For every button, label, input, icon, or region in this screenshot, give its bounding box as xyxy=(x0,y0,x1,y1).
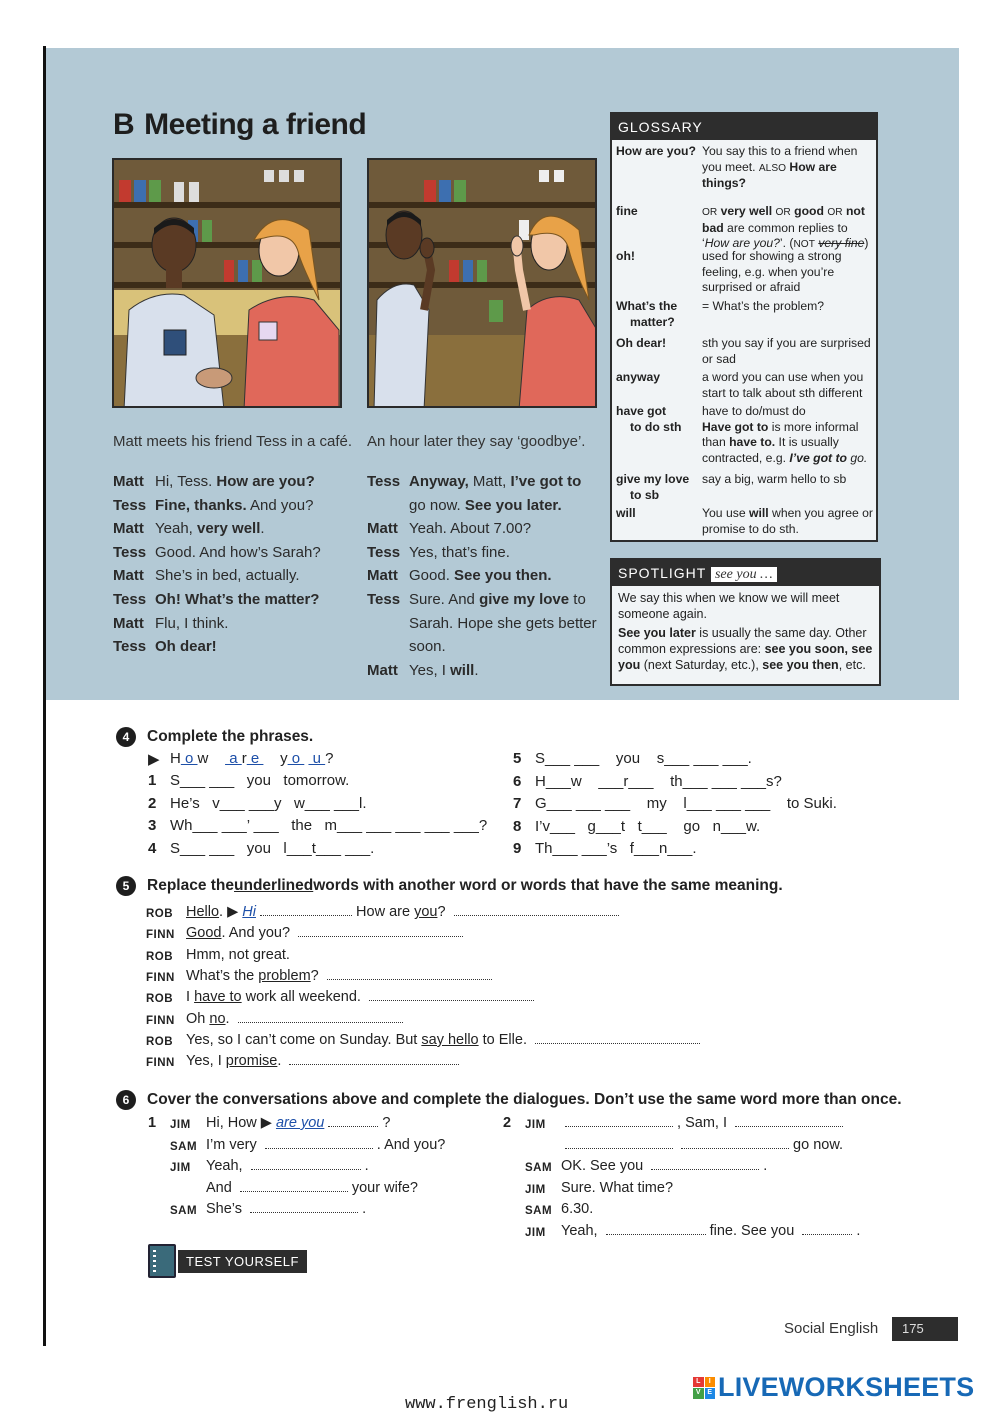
glossary-definition: OR very well OR good OR not bad are common replies to ‘How are you?’. (NOT very fine) xyxy=(702,204,869,250)
dialogue-gap-line[interactable]: JIM Yeah, fine. See you . xyxy=(525,1222,861,1239)
spotlight-body: We say this when we know we will meet someone again. See you later is usually the same day. Other common expressions are: see you soon, see you (next Saturday, etc.), see you then, etc. xyxy=(618,591,873,672)
phrase-item[interactable]: 8 I’v___ g___t t___ go n___w. xyxy=(513,817,761,835)
replace-dialogue-line[interactable]: ROB I have to work all weekend. xyxy=(146,984,534,1005)
liveworksheets-wordmark: LIVEWORKSHEETS xyxy=(718,1372,975,1402)
glossary-definition: sth you say if you are surprised or sad xyxy=(702,336,871,366)
glossary-entry xyxy=(616,336,874,367)
exercise-5-title: 5 Replace the underlined words with another word or words that have the same meaning. xyxy=(116,876,783,896)
caption-goodbye: An hour later they say ‘goodbye’. xyxy=(367,433,586,450)
dialogue-greeting xyxy=(113,470,353,659)
exercise-6-title: 6 Cover the conversations above and complete the dialogues. Don’t use the same word more than once. xyxy=(116,1090,902,1110)
glossary-definition: used for showing a strong feeling, e.g. when you’re surprised or afraid xyxy=(702,249,842,294)
site-url: www.frenglish.ru xyxy=(405,1395,569,1414)
dialogue-gap-line[interactable]: JIM Sure. What time? xyxy=(525,1179,674,1196)
dialogue-line: Matt She’s in bed, actually. xyxy=(113,567,300,585)
section-letter: B xyxy=(113,108,135,141)
exercise-4-example: ▶ H o w a r e y o u ? xyxy=(148,750,334,768)
dialogue-line: Matt Yes, I will. xyxy=(367,661,479,679)
replace-dialogue-line[interactable]: FINN Good. And you? xyxy=(146,920,463,941)
glossary-box xyxy=(610,112,878,542)
glossary-entry xyxy=(616,249,874,296)
glossary-term: anyway xyxy=(616,370,661,384)
glossary-term: have got to do sth xyxy=(616,404,682,434)
glossary-entry xyxy=(616,299,874,330)
replace-dialogue-line[interactable]: FINN Yes, I promise. xyxy=(146,1048,459,1069)
dialogue-line: Tess Fine, thanks. And you? xyxy=(113,496,314,514)
glossary-definition: say a big, warm hello to sb xyxy=(702,472,847,486)
replace-dialogue-line[interactable]: FINN What’s the problem? xyxy=(146,963,492,984)
replace-dialogue-line[interactable]: ROB Yes, so I can’t come on Sunday. But say hello to Elle. xyxy=(146,1027,700,1048)
glossary-term: give my love to sb xyxy=(616,472,690,502)
dialogue-line: Tess Anyway, Matt, I’ve got to go now. See you later. xyxy=(367,473,582,514)
glossary-definition: You say this to a friend when you meet. ALSO How are things? xyxy=(702,144,858,190)
glossary-term: will xyxy=(616,506,636,520)
replace-dialogue-line[interactable]: FINN Oh no. xyxy=(146,1006,403,1027)
dialogue-gap-line[interactable]: SAM 6.30. xyxy=(525,1201,594,1217)
glossary-definition: a word you can use when you start to talk about sth different xyxy=(702,370,864,400)
glossary-definition: = What’s the problem? xyxy=(702,299,825,313)
dialogue-gap-line[interactable]: SAM I’m very . And you? xyxy=(170,1136,446,1153)
phrase-item[interactable]: 5 S___ ___ you s___ ___ ___. xyxy=(513,750,752,767)
phrase-item[interactable]: 4 S___ ___ you l___t___ ___. xyxy=(148,839,375,857)
replace-dialogue-line[interactable]: ROB Hello. ▶ Hi How are you? xyxy=(146,899,619,920)
glossary-entry xyxy=(616,144,874,192)
dialogue-gap-line[interactable]: 2 JIM , Sam, I xyxy=(503,1110,843,1131)
glossary-term: Oh dear! xyxy=(616,336,667,350)
glossary-definition: have to do/must do Have got to is more informal than have to. It is usually contracted, e.g. I’ve got to go. xyxy=(702,404,868,465)
page-number: 175 xyxy=(892,1317,958,1341)
glossary-term: What’s the matter? xyxy=(616,299,678,329)
dialogue-line: Tess Oh! What’s the matter? xyxy=(113,590,320,608)
section-heading: Meeting a friend xyxy=(144,108,367,141)
test-yourself-button[interactable] xyxy=(148,1244,307,1278)
caption-greeting: Matt meets his friend Tess in a café. xyxy=(113,433,352,450)
phrase-item[interactable]: 6 H___w ___r___ th___ ___ ___s? xyxy=(513,772,782,790)
dialogue-gap-line[interactable]: 1 JIM Hi, How ▶ are you ? xyxy=(148,1115,391,1131)
dialogue-line: Matt Good. See you then. xyxy=(367,567,552,585)
exercise-6-number: 6 xyxy=(116,1090,136,1110)
dialogue-line: Matt Yeah. About 7.00? xyxy=(367,520,532,538)
glossary-entry xyxy=(616,404,874,466)
footer-section-name: Social English xyxy=(784,1320,879,1337)
exercise-4-title: 4 Complete the phrases. xyxy=(116,727,313,747)
glossary-term: fine xyxy=(616,204,638,218)
dialogue-line: Tess Sure. And give my love to Sarah. Hope she gets better soon. xyxy=(367,590,597,656)
phrase-item[interactable]: 1 S___ ___ you tomorrow. xyxy=(148,772,350,789)
dialogue-line: Matt Hi, Tess. How are you? xyxy=(113,473,315,490)
glossary-term: oh! xyxy=(616,249,635,263)
spotlight-box xyxy=(610,558,881,686)
liveworksheets-icon: L I V E xyxy=(693,1377,715,1399)
glossary-entry xyxy=(616,472,874,503)
exercise-4-number: 4 xyxy=(116,727,136,747)
spotlight-heading: SPOTLIGHT see you … xyxy=(612,560,879,586)
glossary-definition: You use will when you agree or promise to do sth. xyxy=(702,506,873,536)
illustration-goodbye xyxy=(367,158,597,408)
dialogue-line: Matt Yeah, very well. xyxy=(113,520,265,538)
glossary-entry xyxy=(616,506,874,537)
phrase-item[interactable]: 7 G___ ___ ___ my l___ ___ ___ to Suki. xyxy=(513,795,837,812)
dialogue-line: Tess Good. And how’s Sarah? xyxy=(113,543,321,561)
phrase-item[interactable]: 3 Wh___ ___’ ___ the m___ ___ ___ ___ ___? xyxy=(148,817,488,834)
phrase-item[interactable]: 9 Th___ ___’s f___n___. xyxy=(513,840,697,857)
glossary-term: How are you? xyxy=(616,144,696,158)
test-yourself-label: TEST YOURSELF xyxy=(178,1250,307,1273)
glossary-entry xyxy=(616,204,874,253)
dialogue-gap-line[interactable]: And your wife? xyxy=(206,1179,418,1196)
dialogue-line: Tess Oh dear! xyxy=(113,638,217,656)
dialogue-gap-line[interactable]: JIM Yeah, . xyxy=(170,1158,369,1174)
dialogue-gap-line[interactable]: go now. xyxy=(503,1132,843,1153)
illustration-greeting xyxy=(112,158,342,408)
liveworksheets-logo[interactable] xyxy=(693,1372,974,1403)
dialogue-goodbye xyxy=(367,470,597,682)
replace-dialogue-line[interactable]: ROB Hmm, not great. xyxy=(146,946,290,963)
glossary-heading: GLOSSARY xyxy=(612,114,876,140)
notebook-icon xyxy=(148,1244,176,1278)
phrase-item[interactable]: 2 He’s v___ ___y w___ ___l. xyxy=(148,794,367,812)
dialogue-line: Tess Yes, that’s fine. xyxy=(367,543,510,561)
glossary-entry xyxy=(616,370,874,401)
spotlight-tag: see you … xyxy=(711,567,777,582)
dialogue-gap-line[interactable]: SAM OK. See you . xyxy=(525,1158,768,1174)
dialogue-gap-line[interactable]: SAM She’s . xyxy=(170,1201,367,1217)
exercise-5-number: 5 xyxy=(116,876,136,896)
section-title xyxy=(113,108,366,142)
dialogue-line: Matt Flu, I think. xyxy=(113,614,229,632)
